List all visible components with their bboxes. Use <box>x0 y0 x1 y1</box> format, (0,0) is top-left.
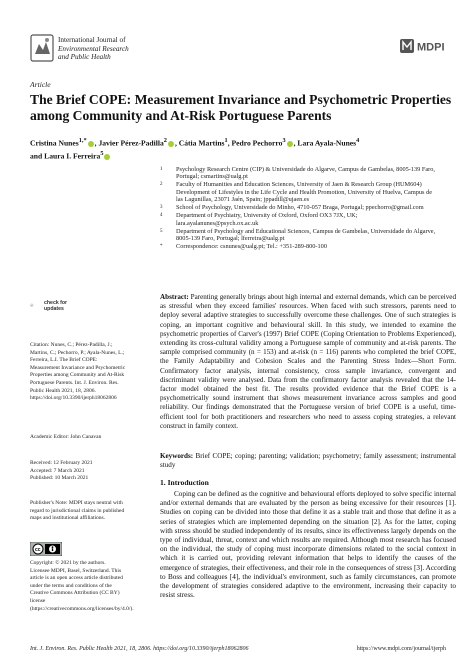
author-name: Cristina Nunes <box>30 138 79 148</box>
author-name: Cátia Martins <box>178 138 225 148</box>
affiliation-text: Psychology Research Centre (CIP) & Universidade do Algarve, Campus de Gambelas, 8005-139 Faro, Portugal; csmartins@ualg.pt <box>176 166 435 181</box>
cc-by-license-icon[interactable] <box>30 542 62 556</box>
affiliation-item <box>160 181 440 203</box>
author-affil-sup: 1,* <box>78 137 87 144</box>
journal-name-line3: and Public Health <box>58 53 111 62</box>
section-heading: 1. Introduction <box>160 478 209 487</box>
keywords-text: Brief COPE; coping; parenting; validation; psychometry; family assessment; instrumental study <box>160 452 456 470</box>
affiliation-text: Department of Psychology and Educational Sciences, Campus de Gambelas, Universidade do Algarve, 8005-139 Faro, Portugal; lferreira@ualg.pt <box>176 227 436 243</box>
affiliation-item <box>160 228 440 243</box>
affiliations-list <box>160 166 440 251</box>
orcid-icon[interactable] <box>287 141 293 147</box>
svg-text:cc: cc <box>35 547 41 553</box>
date-accepted: Accepted: 7 March 2021 <box>30 467 85 474</box>
author-affil-sup: 3 <box>282 137 286 144</box>
introduction-paragraph: Coping can be defined as the cognitive and behavioural efforts deployed to solve specific internal and/or external demands that are evaluated by the person as being excessive for their resources [1]. Studies on coping can be divided into those that define it as a stable trait and those that define it as a series of strategies which are implemented depending on the situation [2]. As for the latter, coping with stress should be studied independently of its results, since its effectiveness largely depends on the type of individual, threat, context and which results are required. Although most research has focused on the individual, the study of coping must incorporate dimensions related to the social context in which it is carried out, providing relevant information that helps to identify the causes of the emergence of strategies, their effectiveness, and their role in the consequences of stress [3]. According to Boss and colleagues [4], the individual's environment, such as family circumstances, can promote the development of strategies considered adaptive to the environment, increasing their capacity to resist stress. <box>160 490 456 600</box>
author-name: Pedro Pechorro <box>231 138 283 148</box>
affiliation-number: 1 <box>160 167 163 172</box>
author-name: Javier Pérez-Padilla <box>98 138 164 148</box>
abstract-label: Abstract: <box>160 293 189 301</box>
affiliation-number: 4 <box>160 213 163 219</box>
author-affil-sup: 4 <box>356 137 360 144</box>
journal-logo-icon <box>30 34 54 62</box>
check-for-updates-link[interactable] <box>44 300 67 312</box>
publisher-note: Publisher's Note: MDPI stays neutral with regard to jurisdictional claims in published maps and institutional affiliations. <box>30 500 125 522</box>
author-name: and Laura I. Ferreira <box>30 151 101 161</box>
copyright-notice: Copyright: © 2021 by the authors. Licensee MDPI, Basel, Switzerland. This article is an open access article distributed under the terms and conditions of the Creative Commons Attribution (CC BY) license (https://creativecommons.org/licenses/by/4.0/). <box>30 560 134 612</box>
mdpi-logo-text: MDPI <box>417 41 445 54</box>
author-list: Cristina Nunes$^{1,*}$ , Javier Pérez-Padilla$^2$ , Cátia Martins$^1$, Pedro Pechorro$^3$ , Lara Ayala-Nunes$^4$ and Laura I. Ferreira$^5$ <box>30 137 360 161</box>
journal-name-line1: International Journal of <box>58 36 126 44</box>
abstract-text: Parenting generally brings about high internal and external demands, which can be perceived as stressful when they exceed families' resources. When faced with such stressors, parents need to deploy several adaptive strategies to successfully overcome these challenges. One of such strategies is coping, an important cognitive and behavioural skill. In this study, we intended to examine the psychometric properties of Carver's (1997) Brief COPE (Coping Orientation to Problems Experienced), extending its cross-cultural validity among a Portuguese sample of community and at-risk parents. The sample comprised community (n = 153) and at-risk (n = 116) parents who completed the brief COPE, the Family Adaptability and Cohesion Scales and the Parenting Stress Index—Short Form. Confirmatory factor analysis, internal consistency, cross sample invariance, convergent and discriminant validity were analysed. Data from the confirmatory factor analysis revealed that the 14-factor model obtained the best fit. The results provided evidence that the Brief COPE is a psychometrically sound instrument that shows measurement invariance across samples and good reliability. Our findings demonstrated that the Portuguese version of brief COPE is a useful, time-efficient tool for both practitioners and researchers who need to assess coping strategies, a relevant construct in family context. <box>160 293 456 430</box>
keywords <box>160 452 456 470</box>
affiliation-text: Faculty of Humanities and Education Sciences, University of Jaen & Research Group (HUM604) Development of Lifestyles in the Life Cycle and Health Promotion, University of Huelva, Campus de las Lagunillas, 23071 Jaén, Spain; jppadill@ujaen.es <box>176 181 433 204</box>
article-type-label: Article <box>30 80 51 89</box>
keywords-label: Keywords: <box>160 452 194 460</box>
paper-title: The Brief COPE: Measurement Invariance and Psychometric Properties among Community and At-Risk Portuguese Parents <box>30 92 452 123</box>
abstract <box>160 293 456 431</box>
orcid-icon[interactable] <box>88 141 94 147</box>
author-affil-sup: 5 <box>100 150 104 158</box>
check-updates-line1: check for <box>44 300 68 306</box>
author-affil-sup: 1 <box>224 137 228 144</box>
publication-dates <box>30 460 126 483</box>
date-received: Received: 12 February 2021 <box>30 460 93 466</box>
date-published: Published: 10 March 2021 <box>30 475 89 482</box>
affiliation-text: School of Psychology, Universidade do Minho, 4710-057 Braga, Portugal; ppechorro@gmail.com <box>176 204 424 212</box>
citation-block: Citation: Nunes, C.; Pérez-Padilla, J.; Martins, C.; Pechorro, P.; Ayala-Nunes, L.; Ferreira, L.I. The Brief COPE: Measurement Invariance and Psychometric Properties among Community and At-Risk Portuguese Parents. Int. J. Environ. Res. Public Health 2021, 18, 2806. https://doi.org/10.3390/ijerph18062806 <box>30 342 126 402</box>
correspondence-item <box>160 243 440 250</box>
check-updates-line2: updates <box>44 306 64 312</box>
affiliation-item <box>160 204 440 211</box>
footer-citation[interactable]: Int. J. Environ. Res. Public Health 2021, 18, 2806. https://doi.org/10.3390/ijerph18062806 <box>30 646 249 652</box>
journal-name <box>58 36 129 62</box>
affiliation-number: 3 <box>160 205 163 211</box>
affiliation-number: 5 <box>160 228 163 234</box>
check-for-updates-icon[interactable] <box>30 300 42 314</box>
affiliation-item <box>160 166 440 181</box>
affiliation-text: Department of Psychiatry, University of Oxford, Oxford OX3 7JX, UK; lara.ayalanunes@psych.ox.ac.uk <box>176 212 358 227</box>
author-affil-sup: 2 <box>163 137 167 144</box>
journal-name-line2: Environmental Research <box>58 44 129 53</box>
mdpi-logo-icon <box>400 38 446 54</box>
author-name: Lara Ayala-Nunes <box>297 138 357 148</box>
footer-journal-url[interactable]: https://www.mdpi.com/journal/ijerph <box>356 646 446 652</box>
affiliation-number: * <box>160 244 163 250</box>
correspondence-text: Correspondence: csnunes@ualg.pt; Tel.: +351-289-800-100 <box>176 243 327 251</box>
orcid-icon[interactable] <box>168 141 174 147</box>
academic-editor: Academic Editor: John Canavan <box>30 434 102 440</box>
orcid-icon[interactable] <box>104 154 110 160</box>
affiliation-item <box>160 212 440 227</box>
affiliation-number: 2 <box>160 182 163 188</box>
